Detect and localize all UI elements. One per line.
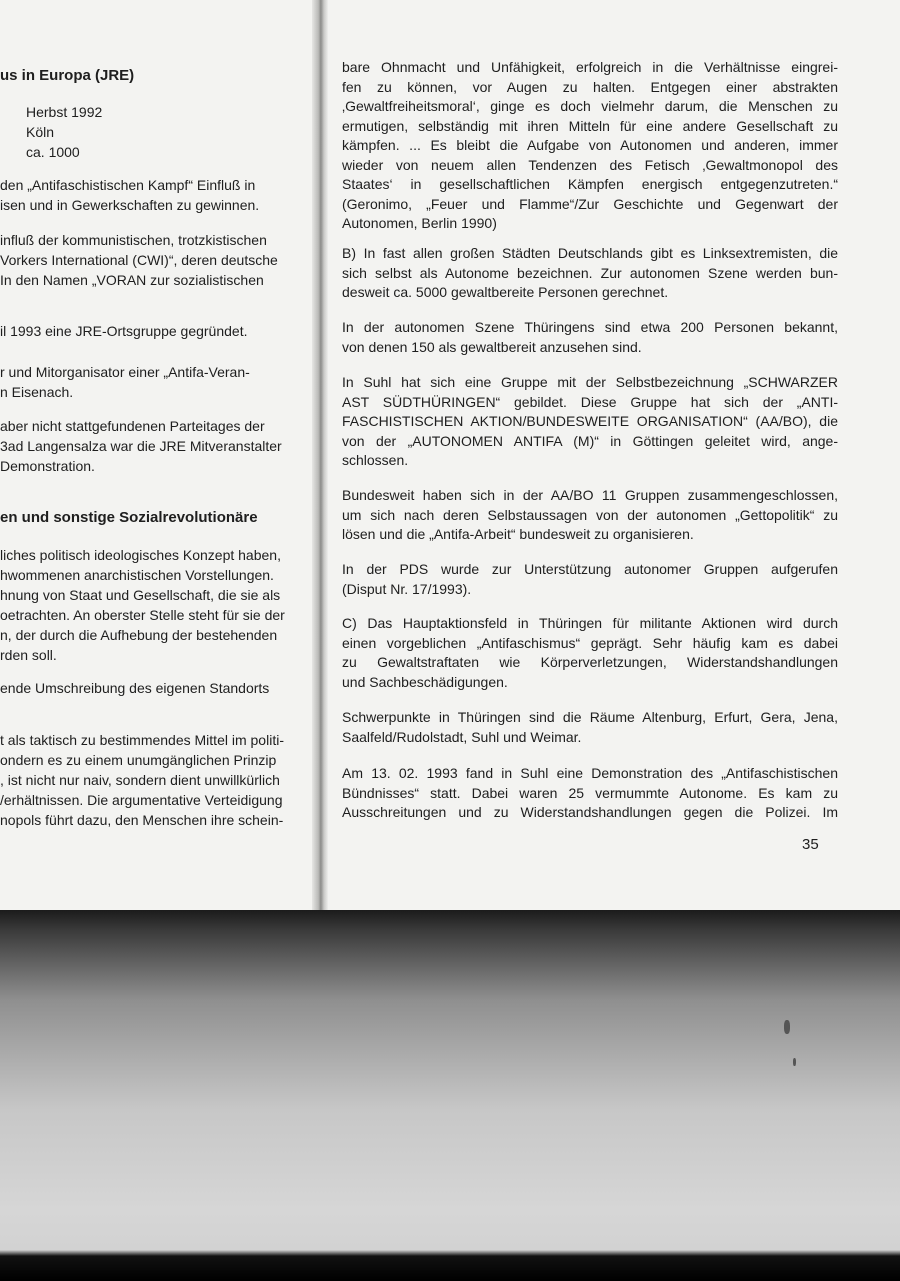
text-line: Schwerpunkte in Thüringen sind die Räume Altenburg, Erfurt, Gera, Jena, xyxy=(342,709,838,725)
text-line: influß der kommunistischen, trotzkistischen xyxy=(0,232,267,248)
right-page xyxy=(328,0,900,910)
scan-background xyxy=(0,910,900,1281)
text-line: isen und in Gewerkschaften zu gewinnen. xyxy=(0,197,260,213)
text-line: Bundesweit haben sich in der AA/BO 11 Gruppen zusammengeschlossen, xyxy=(342,487,838,503)
text-line: von der „AUTONOMEN ANTIFA (M)“ in Göttingen geleitet wird, ange- xyxy=(342,432,838,449)
text-line: , ist nicht nur naiv, sondern dient unwillkürlich xyxy=(0,772,280,788)
text-line: den „Antifaschistischen Kampf“ Einfluß in xyxy=(0,177,256,193)
paragraph xyxy=(0,545,285,665)
text-line: Staates‘ in gesellschaftlichen Kämpfen energisch entgegenzutreten.“ xyxy=(342,176,838,192)
text-line: AST SÜDTHÜRINGEN“ gebildet. Diese Gruppe hat sich der „ANTI- xyxy=(342,393,838,410)
text-line: ermutigen, selbständig mit ihren Mitteln für eine andere Gesellschaft zu xyxy=(342,117,838,134)
paragraph-b xyxy=(342,244,838,303)
text-line: Vorkers International (CWI)“, deren deutsche xyxy=(0,252,278,268)
text-line: n, der durch die Aufhebung der bestehenden xyxy=(0,627,278,643)
text-line: wieder von neuem allen Tendenzen des Fetisch ‚Gewaltmonopol des xyxy=(342,156,838,173)
text-line: 3ad Langensalza war die JRE Mitveranstalter xyxy=(0,438,282,454)
section-heading: en und sonstige Sozialrevolutionäre xyxy=(0,509,258,526)
text-line: In Suhl hat sich eine Gruppe mit der Selbstbezeichnung „SCHWARZER xyxy=(342,374,838,390)
text-line: rden soll. xyxy=(0,647,57,663)
text-line: r und Mitorganisator einer „Antifa-Veran- xyxy=(0,364,250,380)
text-line: ‚Gewaltfreiheitsmoral‘, ginge es doch vielmehr darum, die Menschen zu xyxy=(342,98,838,114)
text-line: liches politisch ideologisches Konzept haben, xyxy=(0,547,281,563)
text-line: nopols führt dazu, den Menschen ihre schein- xyxy=(0,812,284,828)
text-line: hwommenen anarchistischen Vorstellungen. xyxy=(0,567,274,583)
text-line: il 1993 eine JRE-Ortsgruppe gegründet. xyxy=(0,323,248,339)
text-line: Demonstration. xyxy=(0,458,95,474)
text-line: lösen und die „Antifa-Arbeit“ bundesweit zu organisieren. xyxy=(342,526,694,542)
page-number: 35 xyxy=(802,836,819,853)
text-line: sich selbst als Autonome bezeichnen. Zur autonomen Szene werden bun- xyxy=(342,264,838,281)
text-line: Ausschreitungen und zu Widerstandshandlungen gegen die Polizei. Im xyxy=(342,804,838,820)
text-line: In der autonomen Szene Thüringens sind etwa 200 Personen bekannt, xyxy=(342,319,838,335)
text-line: n Eisenach. xyxy=(0,384,74,400)
paragraph xyxy=(0,175,259,215)
text-line: Bündnisses“ statt. Dabei waren 25 vermummte Autonome. Es kam zu xyxy=(342,784,838,801)
text-line: desweit ca. 5000 gewaltbereite Personen gerechnet. xyxy=(342,284,669,300)
text-line: C) Das Hauptaktionsfeld in Thüringen für militante Aktionen wird durch xyxy=(342,615,838,631)
text-line: Autonomen, Berlin 1990) xyxy=(342,215,497,231)
text-line: B) In fast allen großen Städten Deutschlands gibt es Linksextremisten, die xyxy=(342,245,838,261)
text-line: ende Umschreibung des eigenen Standorts xyxy=(0,680,270,696)
text-line: aber nicht stattgefundenen Parteitages der xyxy=(0,418,265,434)
paragraph xyxy=(0,362,250,402)
text-line: bare Ohnmacht und Unfähigkeit, erfolgreich in die Verhältnisse eingrei- xyxy=(342,59,838,75)
left-page xyxy=(0,0,312,910)
text-line: In den Namen „VORAN zur sozialistischen xyxy=(0,272,264,288)
text-line: ondern es zu einem unumgänglichen Prinzip xyxy=(0,752,277,768)
section-heading: us in Europa (JRE) xyxy=(0,67,135,84)
paragraph xyxy=(342,708,838,747)
text-line: (Disput Nr. 17/1993). xyxy=(342,580,472,597)
paragraph xyxy=(342,560,838,599)
paragraph-c xyxy=(342,614,838,692)
text-line: zu Gewaltstraftaten wie Körperverletzungen, Widerstandshandlungen xyxy=(342,654,838,670)
text-line: oetrachten. An oberster Stelle steht für sie der xyxy=(0,607,285,623)
text-line: hnung von Staat und Gesellschaft, die sie als xyxy=(0,587,281,603)
paragraph xyxy=(0,416,282,476)
text-line: FASCHISTISCHEN AKTION/BUNDESWEITE ORGANISATION“ (AA/BO), die xyxy=(342,413,838,429)
text-line: /erhältnissen. Die argumentative Verteidigung xyxy=(0,792,283,808)
paragraph xyxy=(0,230,278,290)
paragraph xyxy=(342,486,838,545)
text-line: In der PDS wurde zur Unterstützung autonomer Gruppen aufgerufen xyxy=(342,561,838,577)
text-line: kämpfen. ... Es bleibt die Aufgabe von Autonomen und anderen, immer xyxy=(342,137,838,153)
text-line: (Geronimo, „Feuer und Flamme“/Zur Geschichte und Gegenwart der xyxy=(342,195,838,212)
text-line: um sich nach deren Selbstaussagen von der autonomen „Gettopolitik“ zu xyxy=(342,506,838,523)
text-line: und Sachbeschädigungen. xyxy=(342,673,508,690)
paragraph xyxy=(342,373,838,471)
text-line: von denen 150 als gewaltbereit anzusehen sind. xyxy=(342,338,642,355)
info-block xyxy=(26,102,102,162)
book-gutter xyxy=(312,0,328,910)
text-line: t als taktisch zu bestimmendes Mittel im politi- xyxy=(0,732,284,748)
info-line: Herbst 1992 xyxy=(26,104,103,120)
paragraph xyxy=(0,730,284,830)
text-line: Saalfeld/Rudolstadt, Suhl und Weimar. xyxy=(342,728,582,745)
info-line: Köln xyxy=(26,124,55,140)
text-line: einen vorgeblichen „Antifaschismus“ geprägt. Sehr häufig kam es dabei xyxy=(342,634,838,651)
paragraph xyxy=(0,321,247,341)
text-line: Am 13. 02. 1993 fand in Suhl eine Demonstration des „Antifaschistischen xyxy=(342,765,838,781)
text-line: schlossen. xyxy=(342,452,409,468)
paragraph-quote xyxy=(342,58,838,234)
scan-speck xyxy=(793,1058,796,1066)
text-line: fen zu können, vor Augen zu halten. Entgegen einer abstrakten xyxy=(342,78,838,95)
info-line: ca. 1000 xyxy=(26,144,80,160)
paragraph xyxy=(342,764,838,823)
paragraph xyxy=(342,318,838,357)
paragraph xyxy=(0,678,269,698)
scan-speck xyxy=(784,1020,790,1034)
